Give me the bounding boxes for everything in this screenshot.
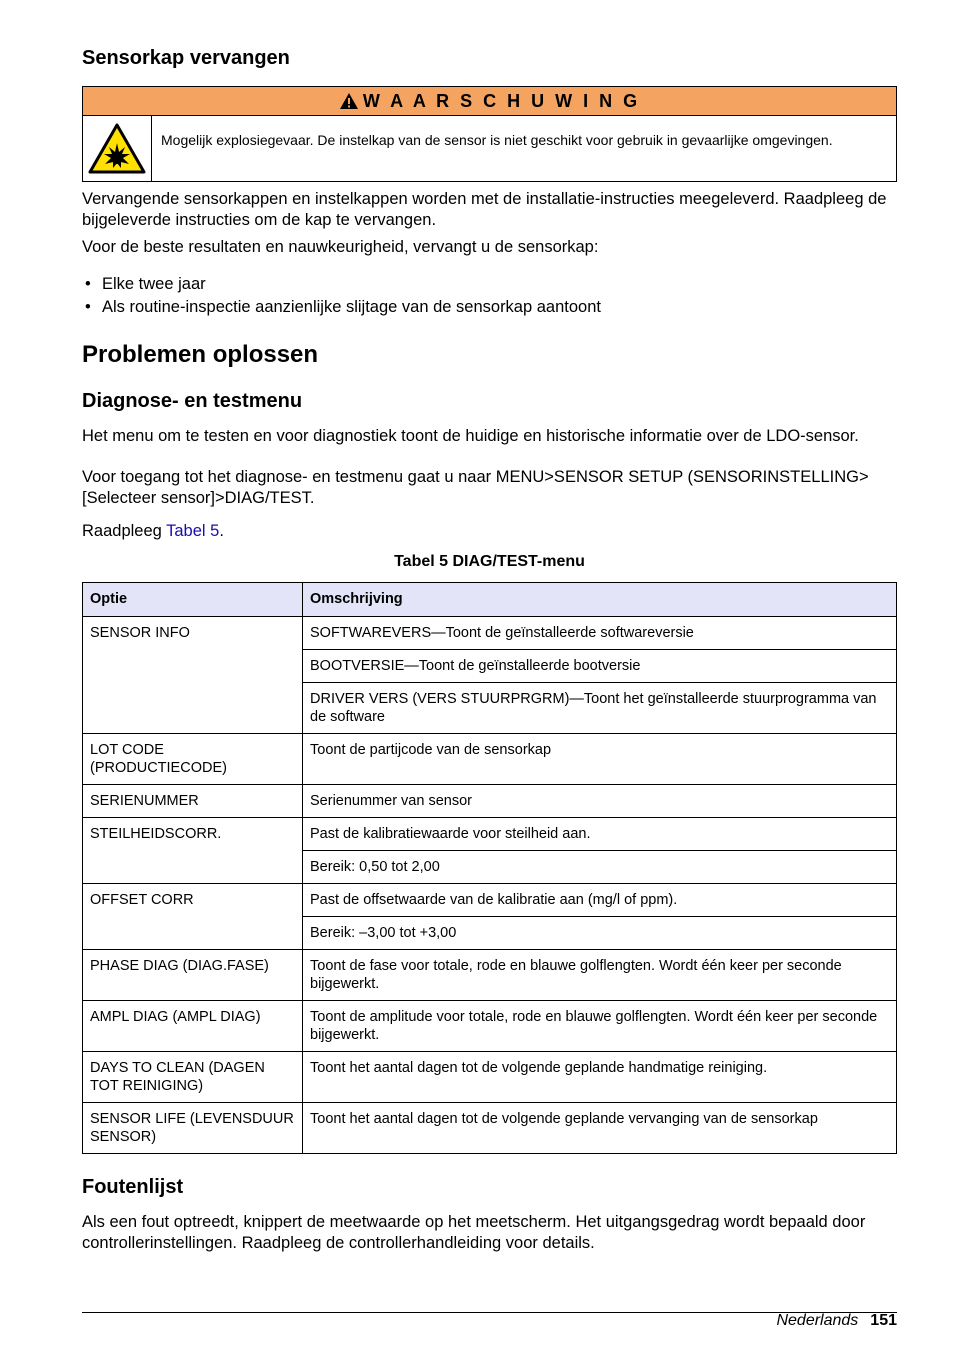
table-row <box>83 1103 897 1154</box>
page-number: 151 <box>870 1312 897 1329</box>
table-cell-option: SENSOR INFO <box>83 617 303 734</box>
refer-suffix: . <box>219 522 224 540</box>
table-row <box>83 818 897 851</box>
table-cell-description: Toont het aantal dagen tot de volgende geplande handmatige reiniging. <box>303 1052 897 1103</box>
table-header-option: Optie <box>83 583 303 617</box>
diag-paragraph-1: Het menu om te testen en voor diagnostiek toont de huidige en historische informatie over de LDO-sensor. <box>82 427 859 445</box>
table-cell-description: DRIVER VERS (VERS STUURPRGRM)—Toont het geïnstalleerde stuurprogramma van de software <box>303 683 897 734</box>
page-footer <box>776 1312 897 1330</box>
table-cell-description: Toont het aantal dagen tot de volgende geplande vervanging van de sensorkap <box>303 1103 897 1154</box>
warning-box <box>82 86 897 182</box>
footer-divider <box>82 1312 897 1313</box>
table-row <box>83 785 897 818</box>
table-header-description: Omschrijving <box>303 583 897 617</box>
table-cell-description: Past de kalibratiewaarde voor steilheid aan. <box>303 818 897 851</box>
footer-language: Nederlands <box>776 1312 859 1329</box>
table-cell-description: Toont de fase voor totale, rode en blauwe golflengten. Wordt één keer per seconde bijgewerkt. <box>303 950 897 1001</box>
table-cell-description: SOFTWAREVERS—Toont de geïnstalleerde softwareversie <box>303 617 897 650</box>
table-row <box>83 950 897 1001</box>
table-cell-option: LOT CODE (PRODUCTIECODE) <box>83 734 303 785</box>
table-cell-description: BOOTVERSIE—Toont de geïnstalleerde bootversie <box>303 650 897 683</box>
table-row <box>83 884 897 917</box>
table-cell-option: PHASE DIAG (DIAG.FASE) <box>83 950 303 1001</box>
table-cell-option: SERIENUMMER <box>83 785 303 818</box>
explosion-hazard-icon <box>88 123 146 175</box>
warning-text: Mogelijk explosiegevaar. De instelkap van de sensor is niet geschikt voor gebruik in gevaarlijke omgevingen. <box>161 132 833 148</box>
table-cell-option: DAYS TO CLEAN (DAGEN TOT REINIGING) <box>83 1052 303 1103</box>
table-cell-description: Toont de amplitude voor totale, rode en blauwe golflengten. Wordt één keer per seconde bijgewerkt. <box>303 1001 897 1052</box>
warning-header <box>83 87 896 116</box>
table-cell-option: STEILHEIDSCORR. <box>83 818 303 884</box>
paragraph-replacement-caps: Vervangende sensorkappen en instelkappen worden met de installatie-instructies meegeleverd. Raadpleeg de bijgeleverde instructies om de kap te vervangen. <box>82 190 887 229</box>
list-item: • Als routine-inspectie aanzienlijke slijtage van de sensorkap aantoont <box>82 296 601 319</box>
table-cell-description: Toont de partijcode van de sensorkap <box>303 734 897 785</box>
diag-test-table <box>82 582 897 1154</box>
table-cell-option: SENSOR LIFE (LEVENSDUUR SENSOR) <box>83 1103 303 1154</box>
errors-heading: Foutenlijst <box>82 1176 184 1198</box>
errors-paragraph: Als een fout optreedt, knippert de meetwaarde op het meetscherm. Het uitgangsgedrag wordt bepaald door controllerinstellingen. Raadpleeg de controllerhandleiding voor details. <box>82 1213 866 1252</box>
table-row <box>83 734 897 785</box>
paragraph-best-results: Voor de beste resultaten en nauwkeurigheid, vervangt u de sensorkap: <box>82 238 599 256</box>
table-cell-description: Past de offsetwaarde van de kalibratie aan (mg/l of ppm). <box>303 884 897 917</box>
diag-paragraph-2: Voor toegang tot het diagnose- en testmenu gaat u naar MENU>SENSOR SETUP (SENSORINSTELLING>[Selecteer sensor]>DIAG/TEST. <box>82 468 869 507</box>
replacement-bullet-list <box>82 273 601 319</box>
warning-title: W A A R S C H U W I N G <box>362 90 641 111</box>
table-cell-description: Serienummer van sensor <box>303 785 897 818</box>
troubleshoot-heading: Problemen oplossen <box>82 341 319 368</box>
table-5-link[interactable]: Tabel 5 <box>166 522 220 540</box>
list-item: • Elke twee jaar <box>82 273 601 296</box>
explosion-hazard-cell <box>83 116 152 182</box>
sensorcap-heading: Sensorkap vervangen <box>82 47 290 69</box>
table-cell-option: OFFSET CORR <box>83 884 303 950</box>
table-row <box>83 617 897 650</box>
table-cell-option: AMPL DIAG (AMPL DIAG) <box>83 1001 303 1052</box>
table-caption: Tabel 5 DIAG/TEST-menu <box>394 553 585 570</box>
table-header-row <box>83 583 897 617</box>
warning-triangle-icon <box>339 92 359 110</box>
diag-heading: Diagnose- en testmenu <box>82 390 303 412</box>
table-row <box>83 1001 897 1052</box>
refer-prefix: Raadpleeg <box>82 522 167 540</box>
table-cell-description: Bereik: 0,50 tot 2,00 <box>303 851 897 884</box>
refer-paragraph <box>82 521 897 542</box>
table-cell-description: Bereik: –3,00 tot +3,00 <box>303 917 897 950</box>
table-row <box>83 1052 897 1103</box>
